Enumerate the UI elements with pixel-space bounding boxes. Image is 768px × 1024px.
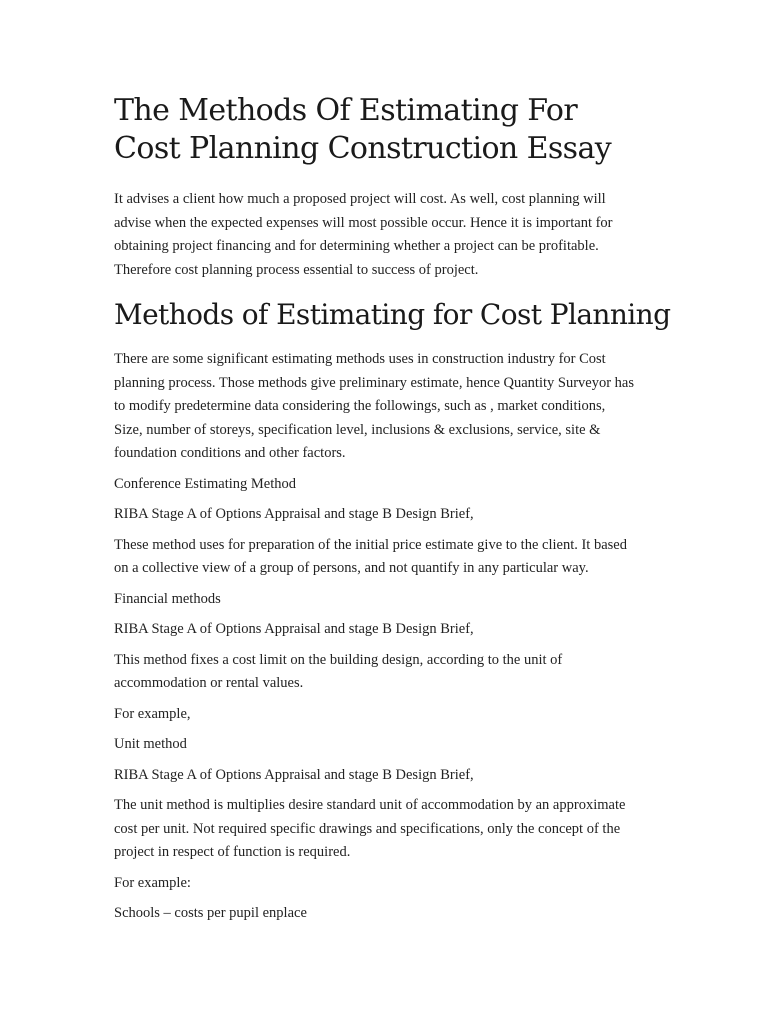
section-intro-line-2: planning process. Those methods give preliminary estimate, hence Quantity Surveyor has [114,374,634,391]
conference-desc-line-1: These method uses for preparation of the initial price estimate give to the client. It based [114,536,627,553]
intro-line-3: obtaining project financing and for determining whether a project can be profitable. [114,238,599,254]
financial-desc-line-1: This method fixes a cost limit on the building design, according to the unit of [114,651,563,668]
intro-paragraph [114,188,664,282]
intro-line-1: It advises a client how much a proposed project will cost. As well, cost planning will [114,191,606,207]
financial-desc-line-2: accommodation or rental values. [114,675,304,691]
financial-methods-stage: RIBA Stage A of Options Appraisal and stage B Design Brief, [114,621,474,637]
unit-desc-line-3: project in respect of function is required. [114,844,351,860]
section-intro-paragraph [114,348,664,466]
section-intro-line-5: foundation conditions and other factors. [114,445,346,461]
section-intro-line-1: There are some significant estimating methods uses in construction industry for Cost [114,351,606,367]
financial-methods-label: Financial methods [114,590,221,607]
title-line-1: The Methods Of Estimating For [114,93,578,128]
conference-method-stage: RIBA Stage A of Options Appraisal and stage B Design Brief, [114,506,474,522]
unit-method-stage: RIBA Stage A of Options Appraisal and stage B Design Brief, [114,766,474,783]
for-example-label-2: For example: [114,874,191,891]
unit-method-label: Unit method [114,736,187,752]
section-intro-line-4: Size, number of storeys, specification level, inclusions & exclusions, service, site & [114,421,601,438]
section-heading: Methods of Estimating for Cost Planning [114,298,671,331]
conference-desc-line-2: on a collective view of a group of persons, and not quantify in any particular way. [114,560,589,576]
document-title [114,92,664,168]
intro-line-4: Therefore cost planning process essential to success of project. [114,261,479,278]
unit-desc-line-1: The unit method is multiplies desire standard unit of accommodation by an approximate [114,797,626,813]
section-intro-line-3: to modify predetermine data considering the followings, such as , market conditions, [114,398,606,414]
financial-methods-description [114,649,664,696]
intro-line-2: advise when the expected expenses will most possible occur. Hence it is important for [114,214,613,231]
unit-method-description [114,794,664,865]
unit-desc-line-2: cost per unit. Not required specific drawings and specifications, only the concept of the [114,820,621,837]
title-line-2: Cost Planning Construction Essay [114,131,612,166]
schools-example: Schools – costs per pupil enplace [114,905,307,921]
conference-method-label: Conference Estimating Method [114,475,297,492]
conference-method-description [114,534,664,581]
document-page [114,92,671,933]
for-example-label-1: For example, [114,705,191,722]
